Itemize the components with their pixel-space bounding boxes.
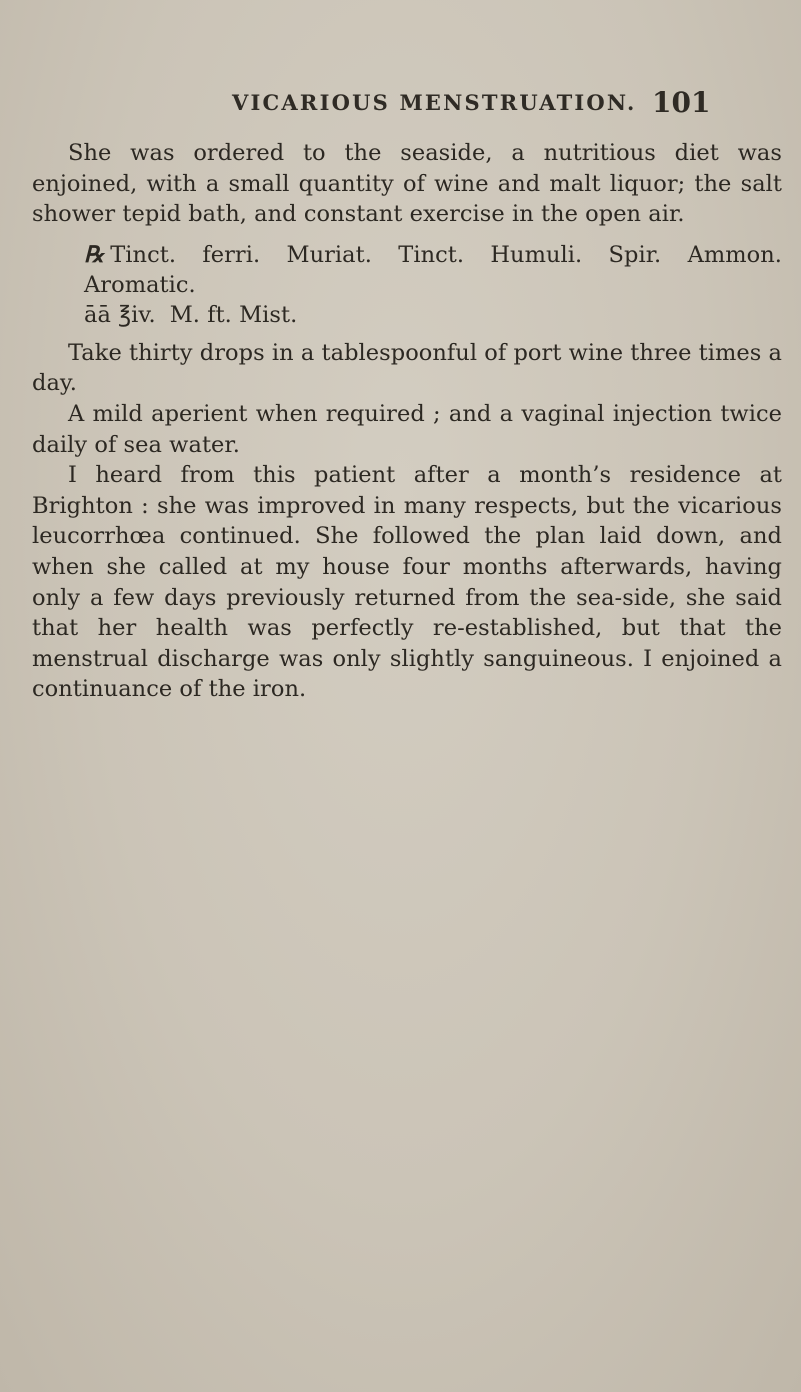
prescription-quantity: āā ℥iv. — [84, 301, 156, 328]
paragraph-brighton: I heard from this patient after a month’s residence at Brighton : she was improved in many respects, but the vicarious leucorrhœa continued. She followed the plan laid down, and when she called at my house four months afterwards, having only a few days previously returned from the sea-side, she said that her health was perfectly re-established, but that the menstrual discharge was only slightly sanguineous. I enjoined a continuance of the iron. — [32, 462, 782, 703]
running-head — [0, 86, 801, 122]
paragraph-aperient: A mild aperient when required ; and a vaginal injection twice daily of sea water. — [32, 400, 782, 458]
page-number: 101 — [652, 86, 711, 119]
prescription — [32, 240, 782, 330]
paragraph-seaside: She was ordered to the seaside, a nutritious diet was enjoined, with a small quantity of wine and malt liquor; the salt shower tepid bath, and constant exercise in the open air. — [32, 140, 782, 228]
prescription-directions — [84, 300, 782, 330]
recipe-symbol: ℞ — [84, 241, 105, 268]
running-head-title: VICARIOUS MENSTRUATION. — [232, 90, 637, 115]
paragraph-dosage: Take thirty drops in a tablespoonful of port wine three times a day. — [32, 339, 783, 397]
prescription-ingredients: Tinct. ferri. Muriat. Tinct. Humuli. Spir. Ammon. Aromatic. — [84, 241, 782, 298]
prescription-mist: M. ft. Mist. — [169, 301, 298, 328]
body-text — [32, 138, 782, 705]
